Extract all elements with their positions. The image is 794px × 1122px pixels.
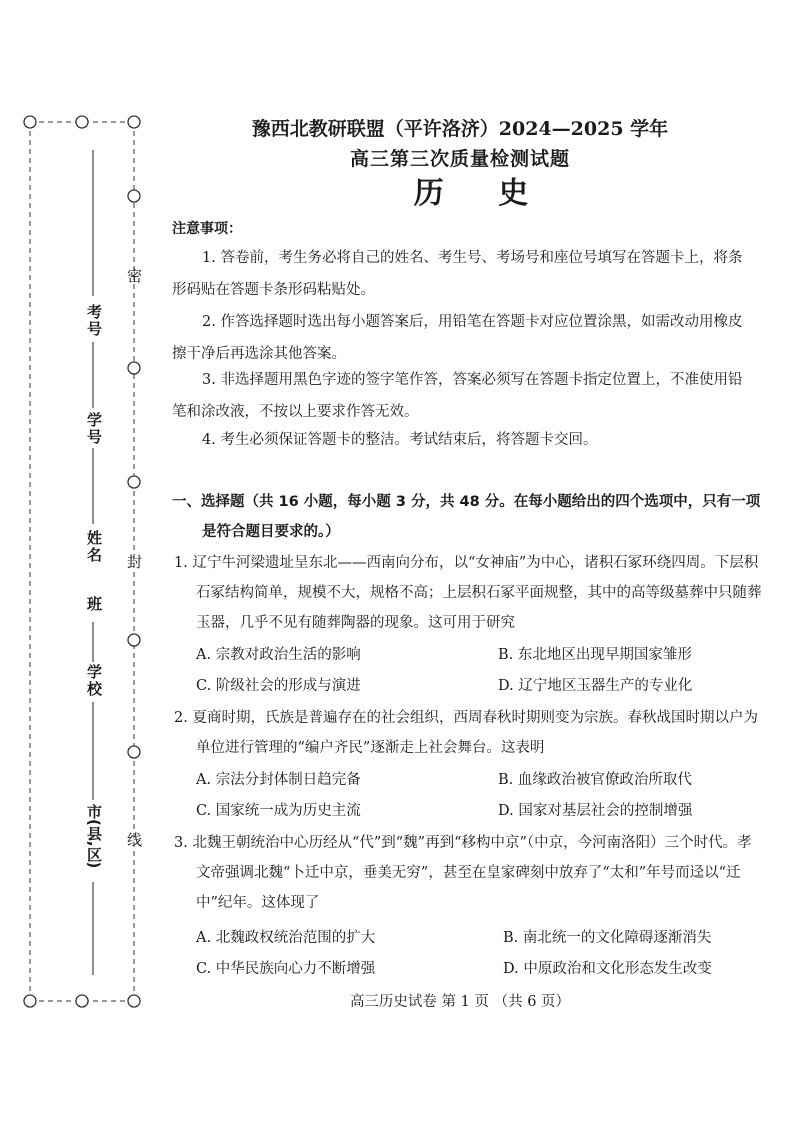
question-stem: 1. 辽宁牛河梁遗址呈东北——西南向分布，以“女神庙”为中心，诸积石冢环绕四周。下层积石冢结构简单，规模不大，规格不高；上层积石冢平面规整，其中的高等级墓葬中只随葬玉器，几乎不见有随葬陶器的现象。这可用于研究 [174,555,762,631]
option-d: D. 国家对基层社会的控制增强 [498,803,693,819]
seal-mark: 密 [125,268,143,283]
exam-title-line1: 豫西北教研联盟（平许洛济）2024—2025 学年 [251,118,669,140]
circle-mark [24,995,36,1007]
option-d: D. 辽宁地区玉器生产的专业化 [498,678,693,694]
question-stem: 2. 夏商时期，氏族是普遍存在的社会组织，西周春秋时期则变为宗族。春秋战国时期以户为单位进行管理的“编户齐民”逐渐走上社会舞台。这表明 [174,710,758,756]
circle-mark [76,995,88,1007]
school-label: 学校 [85,664,103,698]
note-item: 3. 非选择题用黑色字迹的签字笔作答，答案必须写在答题卡指定位置上，不准使用铅笔和涂改液，不按以上要求作答无效。 [172,372,743,420]
note-item: 2. 作答选择题时选出每小题答案后，用铅笔在答题卡对应位置涂黑，如需改动用橡皮擦干净后再选涂其他答案。 [172,314,743,362]
option-a: A. 宗教对政治生活的影响 [196,647,361,663]
option-b: B. 血缘政治被官僚政治所取代 [498,772,692,788]
circle-mark [76,116,88,128]
note-item: 1. 答卷前，考生务必将自己的姓名、考生号、考场号和座位号填写在答题卡上，将条形码贴在答题卡条形码粘贴处。 [172,250,743,298]
option-d: D. 中原政治和文化形态发生改变 [503,961,712,977]
circle-mark [128,190,140,202]
circle-mark [128,362,140,374]
section-heading: 一、选择题（共 16 小题，每小题 3 分，共 48 分。在每小题给出的四个选项中，只有一项 [172,494,761,510]
option-a: A. 宗法分封体制日趋完备 [196,772,361,788]
seal-line-mark: 封 [125,554,143,569]
notes-title: 注意事项： [172,221,242,237]
circle-mark [128,995,140,1007]
exam-title-line2: 高三第三次质量检测试题 [349,148,570,170]
name-label: 姓名 [85,530,103,564]
option-c: C. 国家统一成为历史主流 [196,803,361,819]
question-stem: 3. 北魏王朝统治中心历经从“代”到“魏”再到“移构中京”（中京，今河南洛阳）三个时代。孝文帝强调北魏“卜迁中京，垂美无穷”，甚至在皇家碑刻中放弃了“太和”年号而迳以“迁中”纪年。这体现了 [174,835,752,911]
option-a: A. 北魏政权统治范围的扩大 [196,930,376,946]
circle-mark [128,634,140,646]
option-c: C. 阶级社会的形成与演进 [196,678,361,694]
city-label: 市(县,区) [85,804,103,869]
class-label: 班 [85,596,103,613]
circle-mark [24,116,36,128]
note-item: 4. 考生必须保证答题卡的整洁。考试结束后，将答题卡交回。 [202,432,598,448]
student-no-label: 学号 [85,412,103,446]
line-mark: 线 [125,832,143,847]
option-c: C. 中华民族向心力不断增强 [196,961,376,977]
circle-mark [128,116,140,128]
option-b: B. 南北统一的文化障碍逐渐消失 [503,930,712,946]
option-b: B. 东北地区出现早期国家雏形 [498,647,692,663]
circle-mark [128,476,140,488]
exam-no-label: 考号 [85,304,103,338]
binding-margin [0,0,160,1122]
page-footer: 高三历史试卷 第 1 页 （共 6 页） [349,994,571,1010]
circle-mark [128,746,140,758]
subject-title: 历 史 [413,176,551,211]
section-heading-cont: 是符合题目要求的。） [202,524,340,540]
